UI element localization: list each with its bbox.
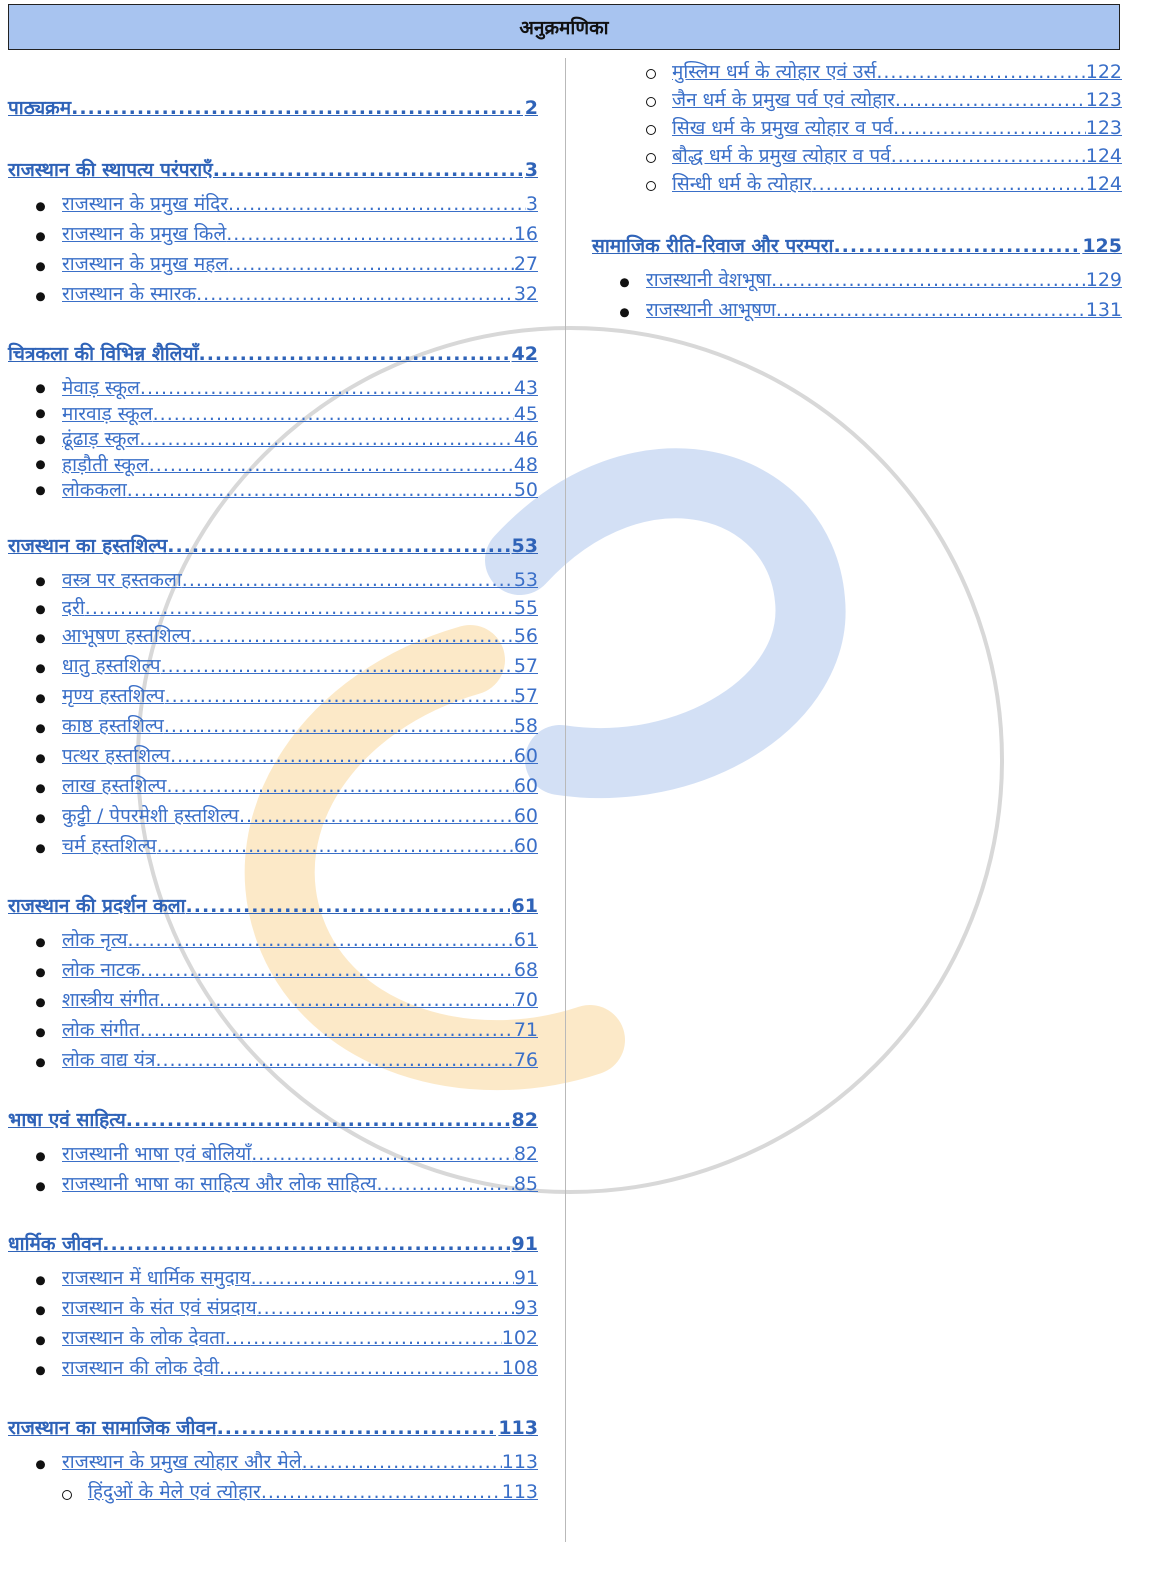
- bullet-icon: [36, 844, 45, 853]
- hollow-bullet-icon: [646, 97, 656, 107]
- bullet-icon: [36, 1460, 45, 1469]
- toc-item[interactable]: राजस्थान के प्रमुख त्योहार और मेले ..... 113: [8, 1448, 538, 1478]
- bullet-icon: [36, 998, 45, 1007]
- toc-item[interactable]: पत्थर हस्तशिल्प ..... 60: [8, 742, 538, 772]
- toc-item[interactable]: चर्म हस्तशिल्प ..... 60: [8, 832, 538, 862]
- bullet-icon: [36, 461, 45, 470]
- toc-subitem[interactable]: सिन्धी धर्म के त्योहार ..... 124: [592, 170, 1122, 198]
- toc-section-link[interactable]: राजस्थान की स्थापत्य परंपराएँ ..... 3: [8, 156, 538, 190]
- toc-item[interactable]: कुट्टी / पेपरमेशी हस्तशिल्प ..... 60: [8, 802, 538, 832]
- toc-item[interactable]: हाड़ौती स्कूल ..... 48: [8, 451, 538, 477]
- bullet-icon: [620, 308, 629, 317]
- toc-subitem[interactable]: हिंदुओं के मेले एवं त्योहार ..... 113: [8, 1478, 538, 1508]
- toc-item[interactable]: राजस्थानी भाषा एवं बोलियाँ ..... 82: [8, 1140, 538, 1170]
- toc-item[interactable]: ढूंढाड़ स्कूल ..... 46: [8, 425, 538, 451]
- bullet-icon: [36, 232, 45, 241]
- toc-item[interactable]: लाख हस्तशिल्प ..... 60: [8, 772, 538, 802]
- toc-section: [8, 892, 538, 1076]
- toc-item[interactable]: शास्त्रीय संगीत ..... 70: [8, 986, 538, 1016]
- bullet-icon: [36, 1336, 45, 1345]
- toc-section: [8, 94, 538, 128]
- bullet-icon: [36, 1152, 45, 1161]
- toc-item[interactable]: लोक वाद्य यंत्र ..... 76: [8, 1046, 538, 1076]
- hollow-bullet-icon: [646, 125, 656, 135]
- toc-item[interactable]: काष्ठ हस्तशिल्प ..... 58: [8, 712, 538, 742]
- toc-section-link[interactable]: राजस्थान की प्रदर्शन कला ..... 61: [8, 892, 538, 926]
- toc-item[interactable]: लोक नाटक ..... 68: [8, 956, 538, 986]
- toc-item[interactable]: लोक नृत्य ..... 61: [8, 926, 538, 956]
- bullet-icon: [36, 1058, 45, 1067]
- toc-item[interactable]: लोक संगीत ..... 71: [8, 1016, 538, 1046]
- toc-item[interactable]: मेवाड़ स्कूल ..... 43: [8, 374, 538, 400]
- bullet-icon: [36, 486, 45, 495]
- toc-item[interactable]: राजस्थान के प्रमुख किले ..... 16: [8, 220, 538, 250]
- toc-subitem[interactable]: सिख धर्म के प्रमुख त्योहार व पर्व ..... 123: [592, 114, 1122, 142]
- bullet-icon: [36, 754, 45, 763]
- hollow-bullet-icon: [646, 181, 656, 191]
- hollow-bullet-icon: [646, 153, 656, 163]
- toc-section: [8, 1106, 538, 1200]
- toc-section: [8, 1230, 538, 1384]
- bullet-icon: [620, 278, 629, 287]
- bullet-icon: [36, 1306, 45, 1315]
- bullet-icon: [36, 634, 45, 643]
- toc-item[interactable]: दरी ..... 55: [8, 594, 538, 622]
- bullet-icon: [36, 605, 45, 614]
- toc-section-link[interactable]: पाठ्यक्रम ..... 2: [8, 94, 538, 128]
- bullet-icon: [36, 664, 45, 673]
- bullet-icon: [36, 724, 45, 733]
- toc-subitem[interactable]: जैन धर्म के प्रमुख पर्व एवं त्योहार ..... 123: [592, 86, 1122, 114]
- toc-item[interactable]: राजस्थानी आभूषण ..... 131: [592, 296, 1122, 326]
- toc-section-link[interactable]: राजस्थान का हस्तशिल्प ..... 53: [8, 532, 538, 566]
- bullet-icon: [36, 384, 45, 393]
- bullet-icon: [36, 968, 45, 977]
- toc-right-column: [592, 58, 1122, 326]
- toc-section: [592, 232, 1122, 326]
- bullet-icon: [36, 694, 45, 703]
- toc-item[interactable]: मृण्य हस्तशिल्प ..... 57: [8, 682, 538, 712]
- toc-item[interactable]: धातु हस्तशिल्प ..... 57: [8, 652, 538, 682]
- toc-section-link[interactable]: राजस्थान का सामाजिक जीवन ..... 113: [8, 1414, 538, 1448]
- bullet-icon: [36, 202, 45, 211]
- bullet-icon: [36, 262, 45, 271]
- toc-item[interactable]: राजस्थानी वेशभूषा ..... 129: [592, 266, 1122, 296]
- toc-item[interactable]: राजस्थान के प्रमुख महल ..... 27: [8, 250, 538, 280]
- toc-item[interactable]: लोककला ..... 50: [8, 476, 538, 502]
- toc-subitem[interactable]: बौद्ध धर्म के प्रमुख त्योहार व पर्व ..... 124: [592, 142, 1122, 170]
- toc-item[interactable]: राजस्थान के लोक देवता ..... 102: [8, 1324, 538, 1354]
- bullet-icon: [36, 292, 45, 301]
- toc-left-column: [8, 58, 538, 1508]
- bullet-icon: [36, 938, 45, 947]
- toc-section: [8, 340, 538, 502]
- toc-section-link[interactable]: चित्रकला की विभिन्न शैलियाँ ..... 42: [8, 340, 538, 374]
- toc-item[interactable]: राजस्थान के स्मारक ..... 32: [8, 280, 538, 310]
- bullet-icon: [36, 435, 45, 444]
- toc-section: [8, 1414, 538, 1508]
- bullet-icon: [36, 1276, 45, 1285]
- bullet-icon: [36, 1366, 45, 1375]
- toc-section-link[interactable]: सामाजिक रीति-रिवाज और परम्परा ..... 125: [592, 232, 1122, 266]
- toc-item[interactable]: मारवाड़ स्कूल ..... 45: [8, 400, 538, 426]
- hollow-bullet-icon: [62, 1490, 72, 1500]
- column-divider: [565, 58, 566, 1542]
- bullet-icon: [36, 1182, 45, 1191]
- bullet-icon: [36, 577, 45, 586]
- toc-section: [8, 532, 538, 862]
- toc-item[interactable]: राजस्थान में धार्मिक समुदाय ..... 91: [8, 1264, 538, 1294]
- toc-item[interactable]: आभूषण हस्तशिल्प ..... 56: [8, 622, 538, 652]
- hollow-bullet-icon: [646, 69, 656, 79]
- toc-item[interactable]: राजस्थानी भाषा का साहित्य और लोक साहित्य ..... 85: [8, 1170, 538, 1200]
- toc-item[interactable]: राजस्थान के प्रमुख मंदिर ..... 3: [8, 190, 538, 220]
- toc-item[interactable]: राजस्थान की लोक देवी ..... 108: [8, 1354, 538, 1384]
- toc-section-link[interactable]: भाषा एवं साहित्य ..... 82: [8, 1106, 538, 1140]
- bullet-icon: [36, 814, 45, 823]
- page-title: अनुक्रमणिका: [8, 4, 1120, 50]
- toc-section: [8, 156, 538, 310]
- toc-item[interactable]: वस्त्र पर हस्तकला ..... 53: [8, 566, 538, 594]
- toc-subitem[interactable]: मुस्लिम धर्म के त्योहार एवं उर्स ..... 122: [592, 58, 1122, 86]
- bullet-icon: [36, 784, 45, 793]
- toc-item[interactable]: राजस्थान के संत एवं संप्रदाय ..... 93: [8, 1294, 538, 1324]
- toc-section-link[interactable]: धार्मिक जीवन ..... 91: [8, 1230, 538, 1264]
- bullet-icon: [36, 1028, 45, 1037]
- bullet-icon: [36, 410, 45, 419]
